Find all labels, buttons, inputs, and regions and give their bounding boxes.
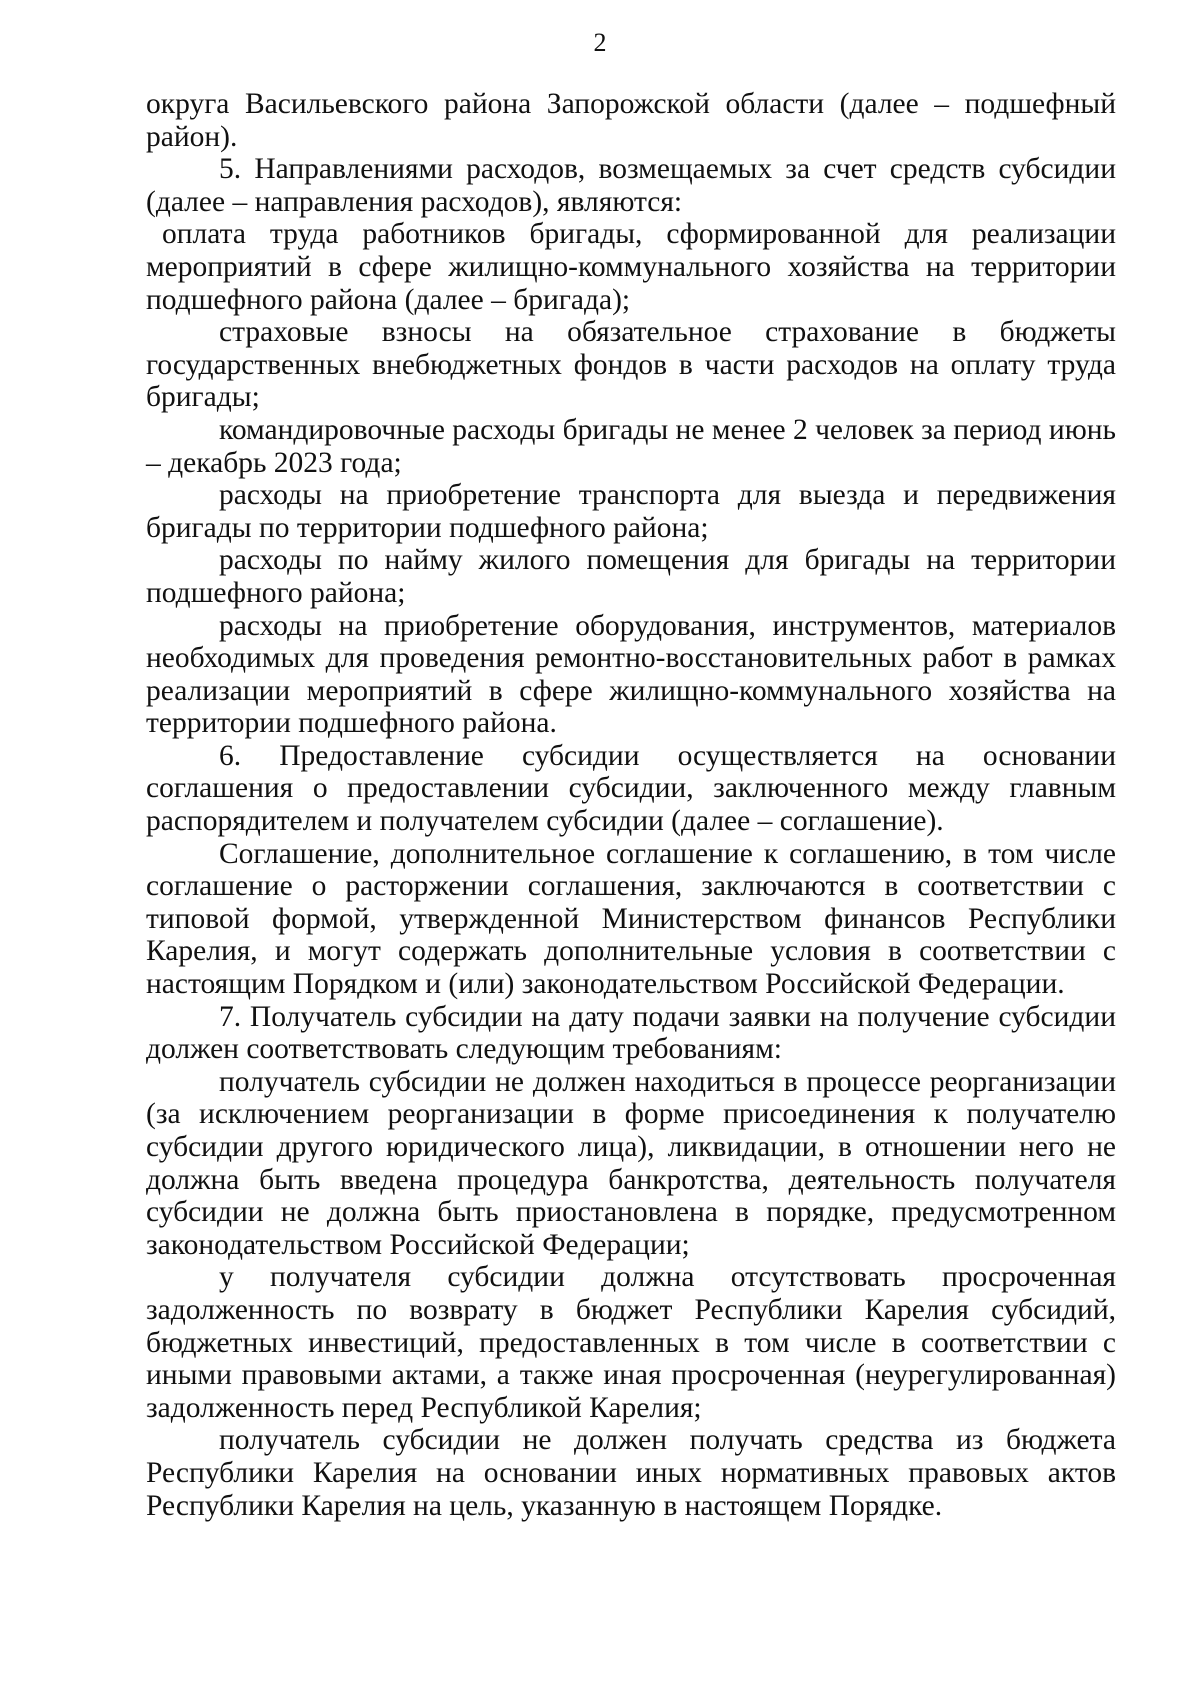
paragraph: 6. Предоставление субсидии осуществляется на основании соглашения о предоставлении субсидии, заключенного между главным распорядителем и получателем субсидии (далее – соглашение). [146,739,1116,838]
paragraph: 5. Направлениями расходов, возмещаемых за счет средств субсидии (далее – направления расходов), являются: [146,153,1116,218]
paragraph: расходы по найму жилого помещения для бригады на территории подшефного района; [146,544,1116,609]
document-body [146,88,1116,1522]
paragraph: получатель субсидии не должен получать средства из бюджета Республики Карелия на основании иных нормативных правовых актов Республики Карелия на цель, указанную в настоящем Порядке. [146,1424,1116,1522]
paragraph: командировочные расходы бригады не менее 2 человек за период июнь – декабрь 2023 года; [146,413,1116,479]
paragraph: расходы на приобретение оборудования, инструментов, материалов необходимых для проведения ремонтно-восстановительных работ в рамках реализации мероприятий в сфере жилищно-коммунального хозяйства на территории подшефного района. [146,609,1116,740]
paragraph: оплата труда работников бригады, сформированной для реализации мероприятий в сфере жилищно-коммунального хозяйства на территории подшефного района (далее – бригада); [146,218,1116,316]
paragraph: округа Васильевского района Запорожской области (далее – подшефный район). [146,88,1116,153]
paragraph: получатель субсидии не должен находиться в процессе реорганизации (за исключением реорганизации в форме присоединения к получателю субсидии другого юридического лица), ликвидации, в отношении него не должна быть введена процедура банкротства, деятельность получателя субсидии не должна быть приостановлена в порядке, предусмотренном законодательством Российской Федерации; [146,1065,1116,1261]
paragraph: у получателя субсидии должна отсутствовать просроченная задолженность по возврату в бюджет Республики Карелия субсидий, бюджетных инвестиций, предоставленных в том числе в соответствии с иными правовыми актами, а также иная просроченная (неурегулированная) задолженность перед Республикой Карелия; [146,1261,1116,1424]
page-number: 2 [593,28,607,57]
paragraph: страховые взносы на обязательное страхование в бюджеты государственных внебюджетных фондов в части расходов на оплату труда бригады; [146,316,1116,414]
paragraph: 7. Получатель субсидии на дату подачи заявки на получение субсидии должен соответствовать следующим требованиям: [146,1000,1116,1066]
paragraph: Соглашение, дополнительное соглашение к соглашению, в том числе соглашение о расторжении соглашения, заключаются в соответствии с типовой формой, утвержденной Министерством финансов Республики Карелия, и могут содержать дополнительные условия в соответствии с настоящим Порядком и (или) законодательством Российской Федерации. [146,837,1116,1001]
paragraph: расходы на приобретение транспорта для выезда и передвижения бригады по территории подшефного района; [146,479,1116,544]
